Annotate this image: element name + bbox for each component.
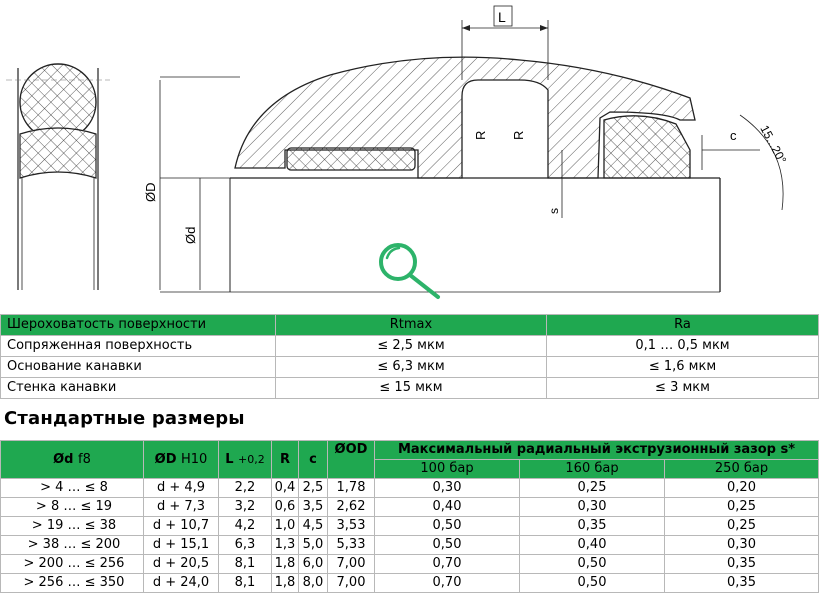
table-row (1, 336, 819, 357)
header-L-label: L (225, 451, 234, 467)
header-c: c (299, 441, 328, 479)
size-cell-R: 1,8 (272, 555, 299, 574)
size-cell-range: > 38 … ≤ 200 (1, 536, 144, 555)
size-cell-range: > 19 … ≤ 38 (1, 517, 144, 536)
size-cell-p160: 0,50 (520, 555, 665, 574)
size-cell-p100: 0,50 (375, 517, 520, 536)
size-cell-range: > 4 … ≤ 8 (1, 479, 144, 498)
dim-L-label: L (498, 9, 506, 25)
size-cell-p250: 0,35 (665, 574, 819, 593)
size-cell-c: 4,5 (299, 517, 328, 536)
table-row (1, 536, 819, 555)
header-d-label: Ød (53, 451, 74, 467)
table-row (1, 574, 819, 593)
dim-s-label: s (547, 208, 561, 214)
header-d-tol: f8 (78, 451, 91, 467)
size-cell-D: d + 10,7 (144, 517, 219, 536)
size-cell-L: 8,1 (219, 555, 272, 574)
roughness-cell: 0,1 … 0,5 мкм (547, 336, 819, 357)
size-cell-c: 5,0 (299, 536, 328, 555)
dim-R-left-label: R (473, 130, 488, 140)
size-cell-p100: 0,40 (375, 498, 520, 517)
size-cell-range: > 256 … ≤ 350 (1, 574, 144, 593)
size-cell-c: 8,0 (299, 574, 328, 593)
size-cell-range: > 8 … ≤ 19 (1, 498, 144, 517)
roughness-header-ra: Ra (547, 315, 819, 336)
size-cell-L: 4,2 (219, 517, 272, 536)
size-cell-OD: 7,00 (328, 555, 375, 574)
size-cell-L: 8,1 (219, 574, 272, 593)
roughness-header-rtmax: Rtmax (276, 315, 547, 336)
size-cell-p160: 0,30 (520, 498, 665, 517)
roughness-header-row (1, 315, 819, 336)
roughness-cell: ≤ 6,3 мкм (276, 357, 547, 378)
sizes-header-row (1, 441, 819, 460)
table-row (1, 479, 819, 498)
seal-cross-section-drawing (0, 0, 820, 300)
size-cell-OD: 7,00 (328, 574, 375, 593)
size-cell-OD: 5,33 (328, 536, 375, 555)
size-cell-p160: 0,35 (520, 517, 665, 536)
roughness-cell: ≤ 3 мкм (547, 378, 819, 399)
dim-d-label: Ød (183, 226, 198, 244)
seal-side-view (6, 64, 110, 300)
size-cell-D: d + 20,5 (144, 555, 219, 574)
roughness-header-surface: Шероховатость поверхности (1, 315, 276, 336)
size-cell-c: 6,0 (299, 555, 328, 574)
angle-label: 15...20° (757, 122, 790, 167)
size-cell-p100: 0,50 (375, 536, 520, 555)
size-cell-D: d + 7,3 (144, 498, 219, 517)
table-row (1, 517, 819, 536)
dim-D-label: ØD (143, 182, 158, 202)
size-cell-c: 2,5 (299, 479, 328, 498)
size-cell-c: 3,5 (299, 498, 328, 517)
size-cell-L: 3,2 (219, 498, 272, 517)
header-pressure-160: 160 бар (520, 460, 665, 479)
size-cell-p250: 0,35 (665, 555, 819, 574)
roughness-cell: Основание канавки (1, 357, 276, 378)
size-cell-p250: 0,30 (665, 536, 819, 555)
header-pressure-250: 250 бар (665, 460, 819, 479)
table-row (1, 357, 819, 378)
size-cell-range: > 200 … ≤ 256 (1, 555, 144, 574)
roughness-cell: ≤ 15 мкм (276, 378, 547, 399)
header-L (219, 441, 272, 479)
section-title: Стандартные размеры (4, 408, 245, 429)
roughness-cell: ≤ 1,6 мкм (547, 357, 819, 378)
roughness-cell: Сопряженная поверхность (1, 336, 276, 357)
header-d (1, 441, 144, 479)
header-D-tol: H10 (181, 451, 208, 467)
magnifier-icon[interactable] (381, 245, 438, 297)
dim-R-right-label: R (511, 130, 526, 140)
size-cell-R: 0,4 (272, 479, 299, 498)
size-cell-R: 1,8 (272, 574, 299, 593)
header-L-tol: +0,2 (238, 452, 265, 466)
size-cell-p250: 0,20 (665, 479, 819, 498)
size-cell-p250: 0,25 (665, 498, 819, 517)
size-cell-D: d + 15,1 (144, 536, 219, 555)
size-cell-p100: 0,70 (375, 574, 520, 593)
roughness-cell: Стенка канавки (1, 378, 276, 399)
size-cell-R: 1,3 (272, 536, 299, 555)
size-cell-p160: 0,40 (520, 536, 665, 555)
size-cell-L: 2,2 (219, 479, 272, 498)
header-pressure-100: 100 бар (375, 460, 520, 479)
table-row (1, 498, 819, 517)
header-OD: ØOD (328, 441, 375, 479)
table-row (1, 378, 819, 399)
size-cell-p160: 0,50 (520, 574, 665, 593)
housing-section (160, 57, 720, 292)
size-cell-D: d + 24,0 (144, 574, 219, 593)
size-cell-L: 6,3 (219, 536, 272, 555)
header-R: R (272, 441, 299, 479)
header-D-label: ØD (154, 451, 177, 467)
surface-roughness-table (0, 314, 819, 399)
size-cell-OD: 1,78 (328, 479, 375, 498)
roughness-cell: ≤ 2,5 мкм (276, 336, 547, 357)
size-cell-p100: 0,70 (375, 555, 520, 574)
size-cell-p250: 0,25 (665, 517, 819, 536)
header-extrusion-gap: Максимальный радиальный экструзионный зазор s* (375, 441, 819, 460)
table-row (1, 555, 819, 574)
standard-sizes-table (0, 440, 819, 593)
size-cell-R: 1,0 (272, 517, 299, 536)
size-cell-p100: 0,30 (375, 479, 520, 498)
dim-c-label: c (730, 128, 737, 143)
size-cell-OD: 3,53 (328, 517, 375, 536)
sizes-body (1, 479, 819, 593)
size-cell-D: d + 4,9 (144, 479, 219, 498)
size-cell-R: 0,6 (272, 498, 299, 517)
header-D (144, 441, 219, 479)
size-cell-OD: 2,62 (328, 498, 375, 517)
size-cell-p160: 0,25 (520, 479, 665, 498)
